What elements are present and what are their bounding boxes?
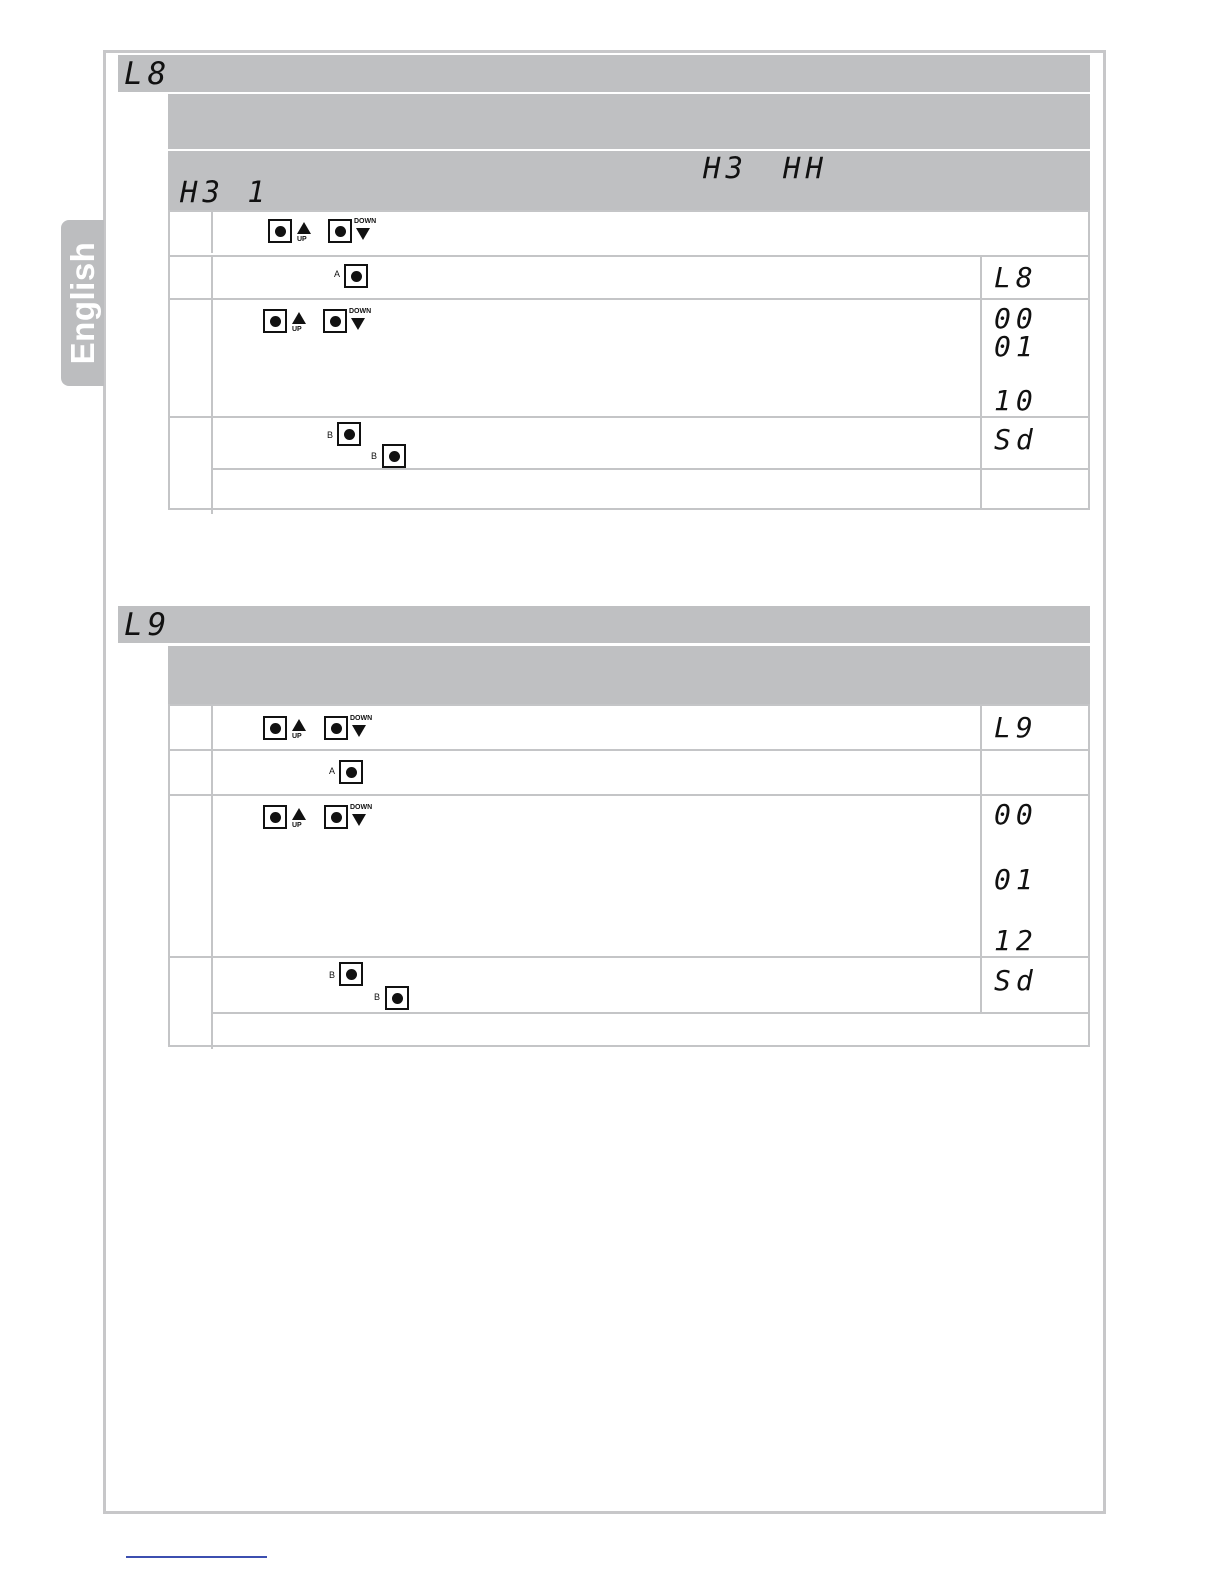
display-cell	[980, 958, 1088, 1014]
l8-step-adjust	[170, 298, 1088, 418]
step-number-cell	[170, 212, 213, 253]
b-button-icon	[382, 444, 406, 468]
language-tab[interactable]	[61, 220, 104, 386]
display-cell	[980, 706, 1088, 749]
down-button-icon	[323, 309, 347, 333]
display-value-max: 12	[994, 924, 1038, 957]
step-number-cell	[170, 418, 213, 514]
down-button-icon	[324, 716, 348, 740]
display-cell	[980, 257, 1088, 300]
display-cell	[980, 418, 1088, 470]
display-value: Sd	[994, 423, 1038, 456]
step-number-cell	[170, 751, 213, 796]
up-label: UP	[297, 236, 307, 243]
l9-step-select	[170, 706, 1088, 749]
step-number-cell	[170, 958, 213, 1049]
l8-steps-table	[168, 210, 1090, 510]
footer-link-underline[interactable]	[126, 1556, 267, 1558]
down-button-icon	[324, 805, 348, 829]
down-arrow-icon	[351, 318, 365, 330]
l9-steps-table	[168, 704, 1090, 1047]
language-tab-label: English	[63, 241, 101, 365]
display-value-min: 00	[994, 798, 1038, 831]
key-b-letter: B	[329, 970, 336, 980]
up-label: UP	[292, 822, 302, 829]
down-label: DOWN	[354, 218, 377, 225]
step-number-cell	[170, 300, 213, 418]
section-header-l8	[118, 55, 1090, 92]
down-arrow-icon	[352, 725, 366, 737]
l8-step-select	[170, 212, 1088, 253]
display-cell	[980, 751, 1088, 796]
a-button-icon	[339, 760, 363, 784]
display-value-max: 10	[994, 384, 1038, 417]
key-b-letter: B	[371, 451, 378, 461]
section-code-l9: L9	[124, 607, 172, 643]
up-arrow-icon	[292, 312, 306, 324]
down-label: DOWN	[350, 715, 373, 722]
b-button-icon	[385, 986, 409, 1010]
up-label: UP	[292, 326, 302, 333]
display-value: L8	[994, 261, 1038, 294]
up-label: UP	[292, 733, 302, 740]
up-button-icon	[263, 805, 287, 829]
step-number-cell	[170, 706, 213, 749]
key-a-letter: A	[334, 269, 341, 279]
l8-step-save	[170, 416, 1088, 470]
down-arrow-icon	[352, 814, 366, 826]
l9-step-enter	[170, 749, 1088, 796]
l9-step-exit	[211, 1012, 1088, 1047]
display-value-min: 00	[994, 302, 1038, 335]
l9-step-save	[170, 956, 1088, 1014]
up-arrow-icon	[297, 222, 311, 234]
down-label: DOWN	[349, 308, 372, 315]
display-cell	[980, 300, 1088, 418]
l8-note-code-b: HH	[783, 151, 828, 185]
key-b-letter: B	[374, 992, 381, 1002]
display-value: L9	[994, 711, 1038, 744]
l8-note-block	[168, 151, 1090, 210]
step-number-cell	[170, 257, 213, 300]
l8-description-block	[168, 94, 1090, 149]
up-button-icon	[263, 716, 287, 740]
display-cell	[980, 796, 1088, 958]
display-value-next: 01	[994, 863, 1038, 896]
l9-description-block	[168, 646, 1090, 704]
down-label: DOWN	[350, 804, 373, 811]
key-b-letter: B	[327, 430, 334, 440]
l8-step-exit	[211, 468, 1088, 510]
down-arrow-icon	[356, 228, 370, 240]
display-value-next: 01	[994, 330, 1038, 363]
up-button-icon	[263, 309, 287, 333]
l8-note-code-a: H3	[703, 151, 748, 185]
step-number-cell	[170, 796, 213, 958]
key-a-letter: A	[329, 766, 336, 776]
l8-note-code-c: H3 1	[180, 175, 270, 209]
b-button-icon	[337, 422, 361, 446]
up-arrow-icon	[292, 719, 306, 731]
l8-step-enter	[170, 255, 1088, 300]
down-button-icon	[328, 219, 352, 243]
display-value: Sd	[994, 964, 1038, 997]
up-button-icon	[268, 219, 292, 243]
display-cell	[980, 470, 1088, 510]
section-code-l8: L8	[124, 56, 172, 92]
l9-step-adjust	[170, 794, 1088, 958]
b-button-icon	[339, 962, 363, 986]
section-header-l9	[118, 606, 1090, 643]
up-arrow-icon	[292, 808, 306, 820]
a-button-icon	[344, 264, 368, 288]
